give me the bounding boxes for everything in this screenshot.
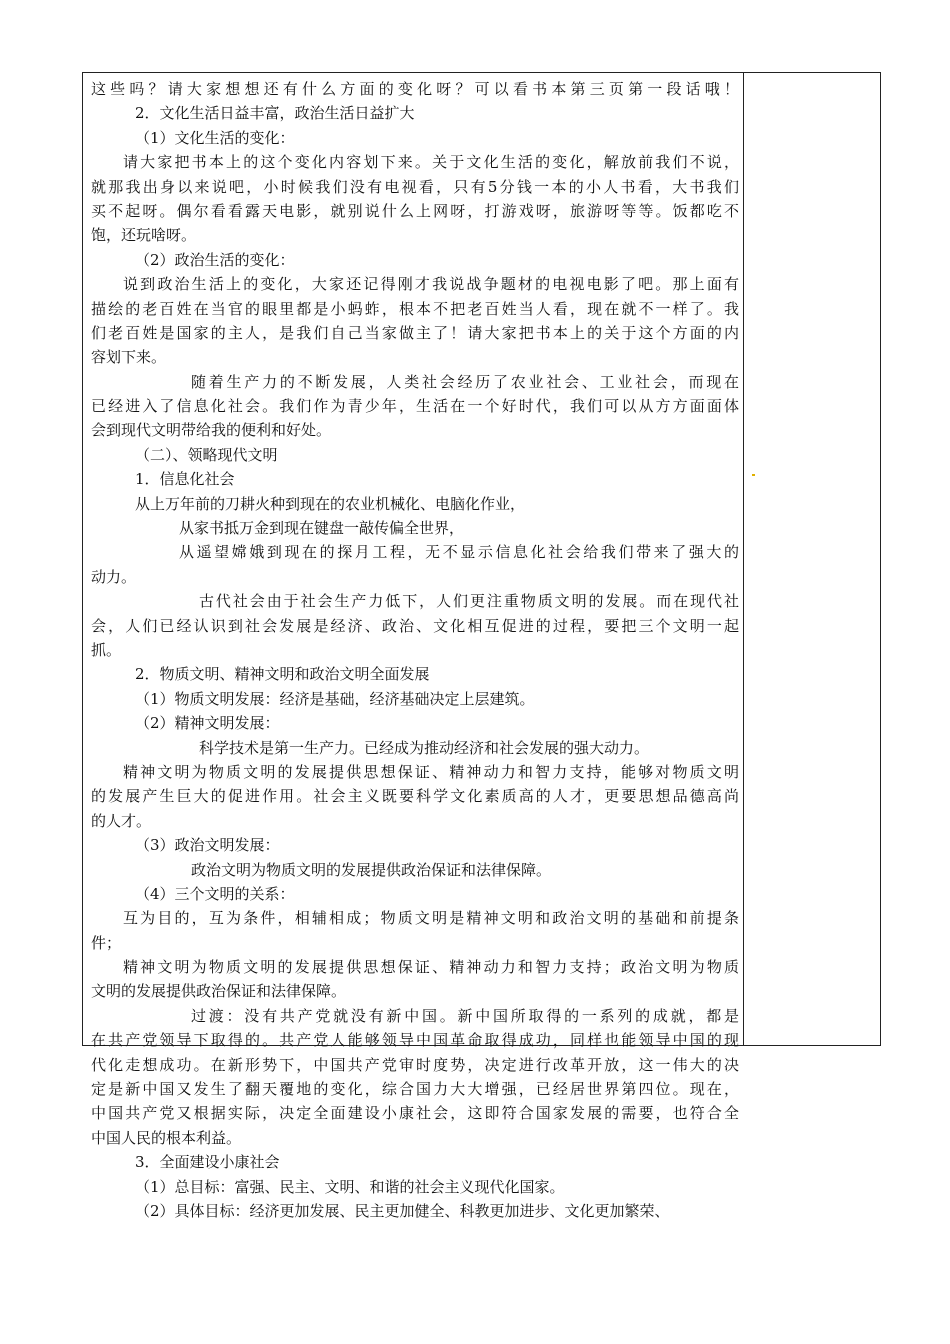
subsection-heading: （1）总目标：富强、民主、文明、和谐的社会主义现代化国家。 — [135, 1177, 565, 1196]
text-line: 的人才。 — [91, 811, 152, 830]
section-heading: （二）、领略现代文明 — [135, 445, 278, 464]
text-line: 在共产党领导下取得的。共产党人能够领导中国革命取得成功，同样也能领导中国的现 — [91, 1031, 739, 1050]
text-line: 就那我出身以来说吧，小时候我们没有电视看，只有5分钱一本的小人书看，大书我们 — [91, 177, 739, 196]
text-line: 科学技术是第一生产力。已经成为推动经济和社会发展的强大动力。 — [199, 738, 650, 757]
section-heading: 1．信息化社会 — [135, 470, 235, 489]
text-line: 说到政治生活上的变化，大家还记得刚才我说战争题材的电视电影了吧。那上面有 — [123, 275, 739, 294]
section-heading: 2．文化生活日益丰富，政治生活日益扩大 — [135, 104, 415, 123]
text-line: 从家书抵万金到现在键盘一敲传偏全世界， — [179, 519, 465, 538]
subsection-heading: （1）物质文明发展：经济是基础，经济基础决定上层建筑。 — [135, 689, 535, 708]
text-line: 从上万年前的刀耕火种到现在的农业机械化、电脑化作业， — [135, 494, 526, 513]
text-line: 代化走想成功。在新形势下，中国共产党审时度势，决定进行改革开放，这一伟大的决 — [91, 1055, 739, 1074]
section-heading: 3．全面建设小康社会 — [135, 1153, 280, 1172]
text-line: 中国人民的根本利益。 — [91, 1128, 242, 1147]
text-line: 动力。 — [91, 567, 137, 586]
lesson-content — [91, 77, 739, 1223]
stray-mark — [752, 474, 755, 476]
lesson-table — [82, 72, 881, 1220]
text-line: 件； — [91, 933, 122, 952]
text-line: 精神文明为物质文明的发展提供思想保证、精神动力和智力支持，能够对物质文明 — [123, 762, 739, 781]
text-line: 会到现代文明带给我的便利和好处。 — [91, 421, 332, 440]
text-line: 定是新中国又发生了翻天覆地的变化，综合国力大大增强，已经居世界第四位。现在， — [91, 1080, 739, 1099]
subsection-heading: （2）政治生活的变化： — [135, 250, 295, 269]
text-line: 精神文明为物质文明的发展提供思想保证、精神动力和智力支持；政治文明为物质 — [123, 958, 739, 977]
text-line: 古代社会由于社会生产力低下，人们更注重物质文明的发展。而在现代社 — [199, 592, 739, 611]
subsection-heading: （1）文化生活的变化： — [135, 128, 295, 147]
text-line: 饱，还玩啥呀。 — [91, 226, 197, 245]
section-heading: 2．物质文明、精神文明和政治文明全面发展 — [135, 665, 430, 684]
text-line: 抓。 — [91, 640, 122, 659]
subsection-heading: （4）三个文明的关系： — [135, 884, 295, 903]
subsection-heading: （3）政治文明发展： — [135, 836, 280, 855]
text-line: 描绘的老百姓在当官的眼里都是小蚂蚱，根本不把老百姓当人看，现在就不一样了。我 — [91, 299, 739, 318]
subsection-heading: （2）具体目标：经济更加发展、民主更加健全、科教更加进步、文化更加繁荣、 — [135, 1201, 670, 1220]
text-line: 请大家把书本上的这个变化内容划下来。关于文化生活的变化，解放前我们不说， — [123, 153, 739, 172]
column-divider — [743, 73, 744, 1045]
text-line: 从遥望嫦娥到现在的探月工程，无不显示信息化社会给我们带来了强大的 — [179, 543, 739, 562]
text-line: 政治文明为物质文明的发展提供政治保证和法律保障。 — [191, 860, 552, 879]
text-line: 过渡：没有共产党就没有新中国。新中国所取得的一系列的成就，都是 — [191, 1006, 739, 1025]
text-line: 中国共产党又根据实际，决定全面建设小康社会，这即符合国家发展的需要，也符合全 — [91, 1104, 739, 1123]
text-line: 们老百姓是国家的主人，是我们自己当家做主了！请大家把书本上的关于这个方面的内 — [91, 323, 739, 342]
text-line: 互为目的，互为条件，相辅相成；物质文明是精神文明和政治文明的基础和前提条 — [123, 909, 739, 928]
text-line: 文明的发展提供政治保证和法律保障。 — [91, 982, 347, 1001]
text-line: 随着生产力的不断发展，人类社会经历了农业社会、工业社会，而现在 — [191, 372, 739, 391]
text-line: 买不起呀。偶尔看看露天电影，就别说什么上网呀，打游戏呀，旅游呀等等。饭都吃不 — [91, 201, 739, 220]
text-line: 会，人们已经认识到社会发展是经济、政治、文化相互促进的过程，要把三个文明一起 — [91, 616, 739, 635]
subsection-heading: （2）精神文明发展： — [135, 714, 280, 733]
text-line: 的发展产生巨大的促进作用。社会主义既要科学文化素质高的人才，更要思想品德高尚 — [91, 787, 739, 806]
text-line: 已经进入了信息化社会。我们作为青少年，生活在一个好时代，我们可以从方方面面体 — [91, 397, 739, 416]
text-line: 容划下来。 — [91, 348, 167, 367]
text-line: 这些吗？请大家想想还有什么方面的变化呀？可以看书本第三页第一段话哦！ — [91, 80, 739, 98]
